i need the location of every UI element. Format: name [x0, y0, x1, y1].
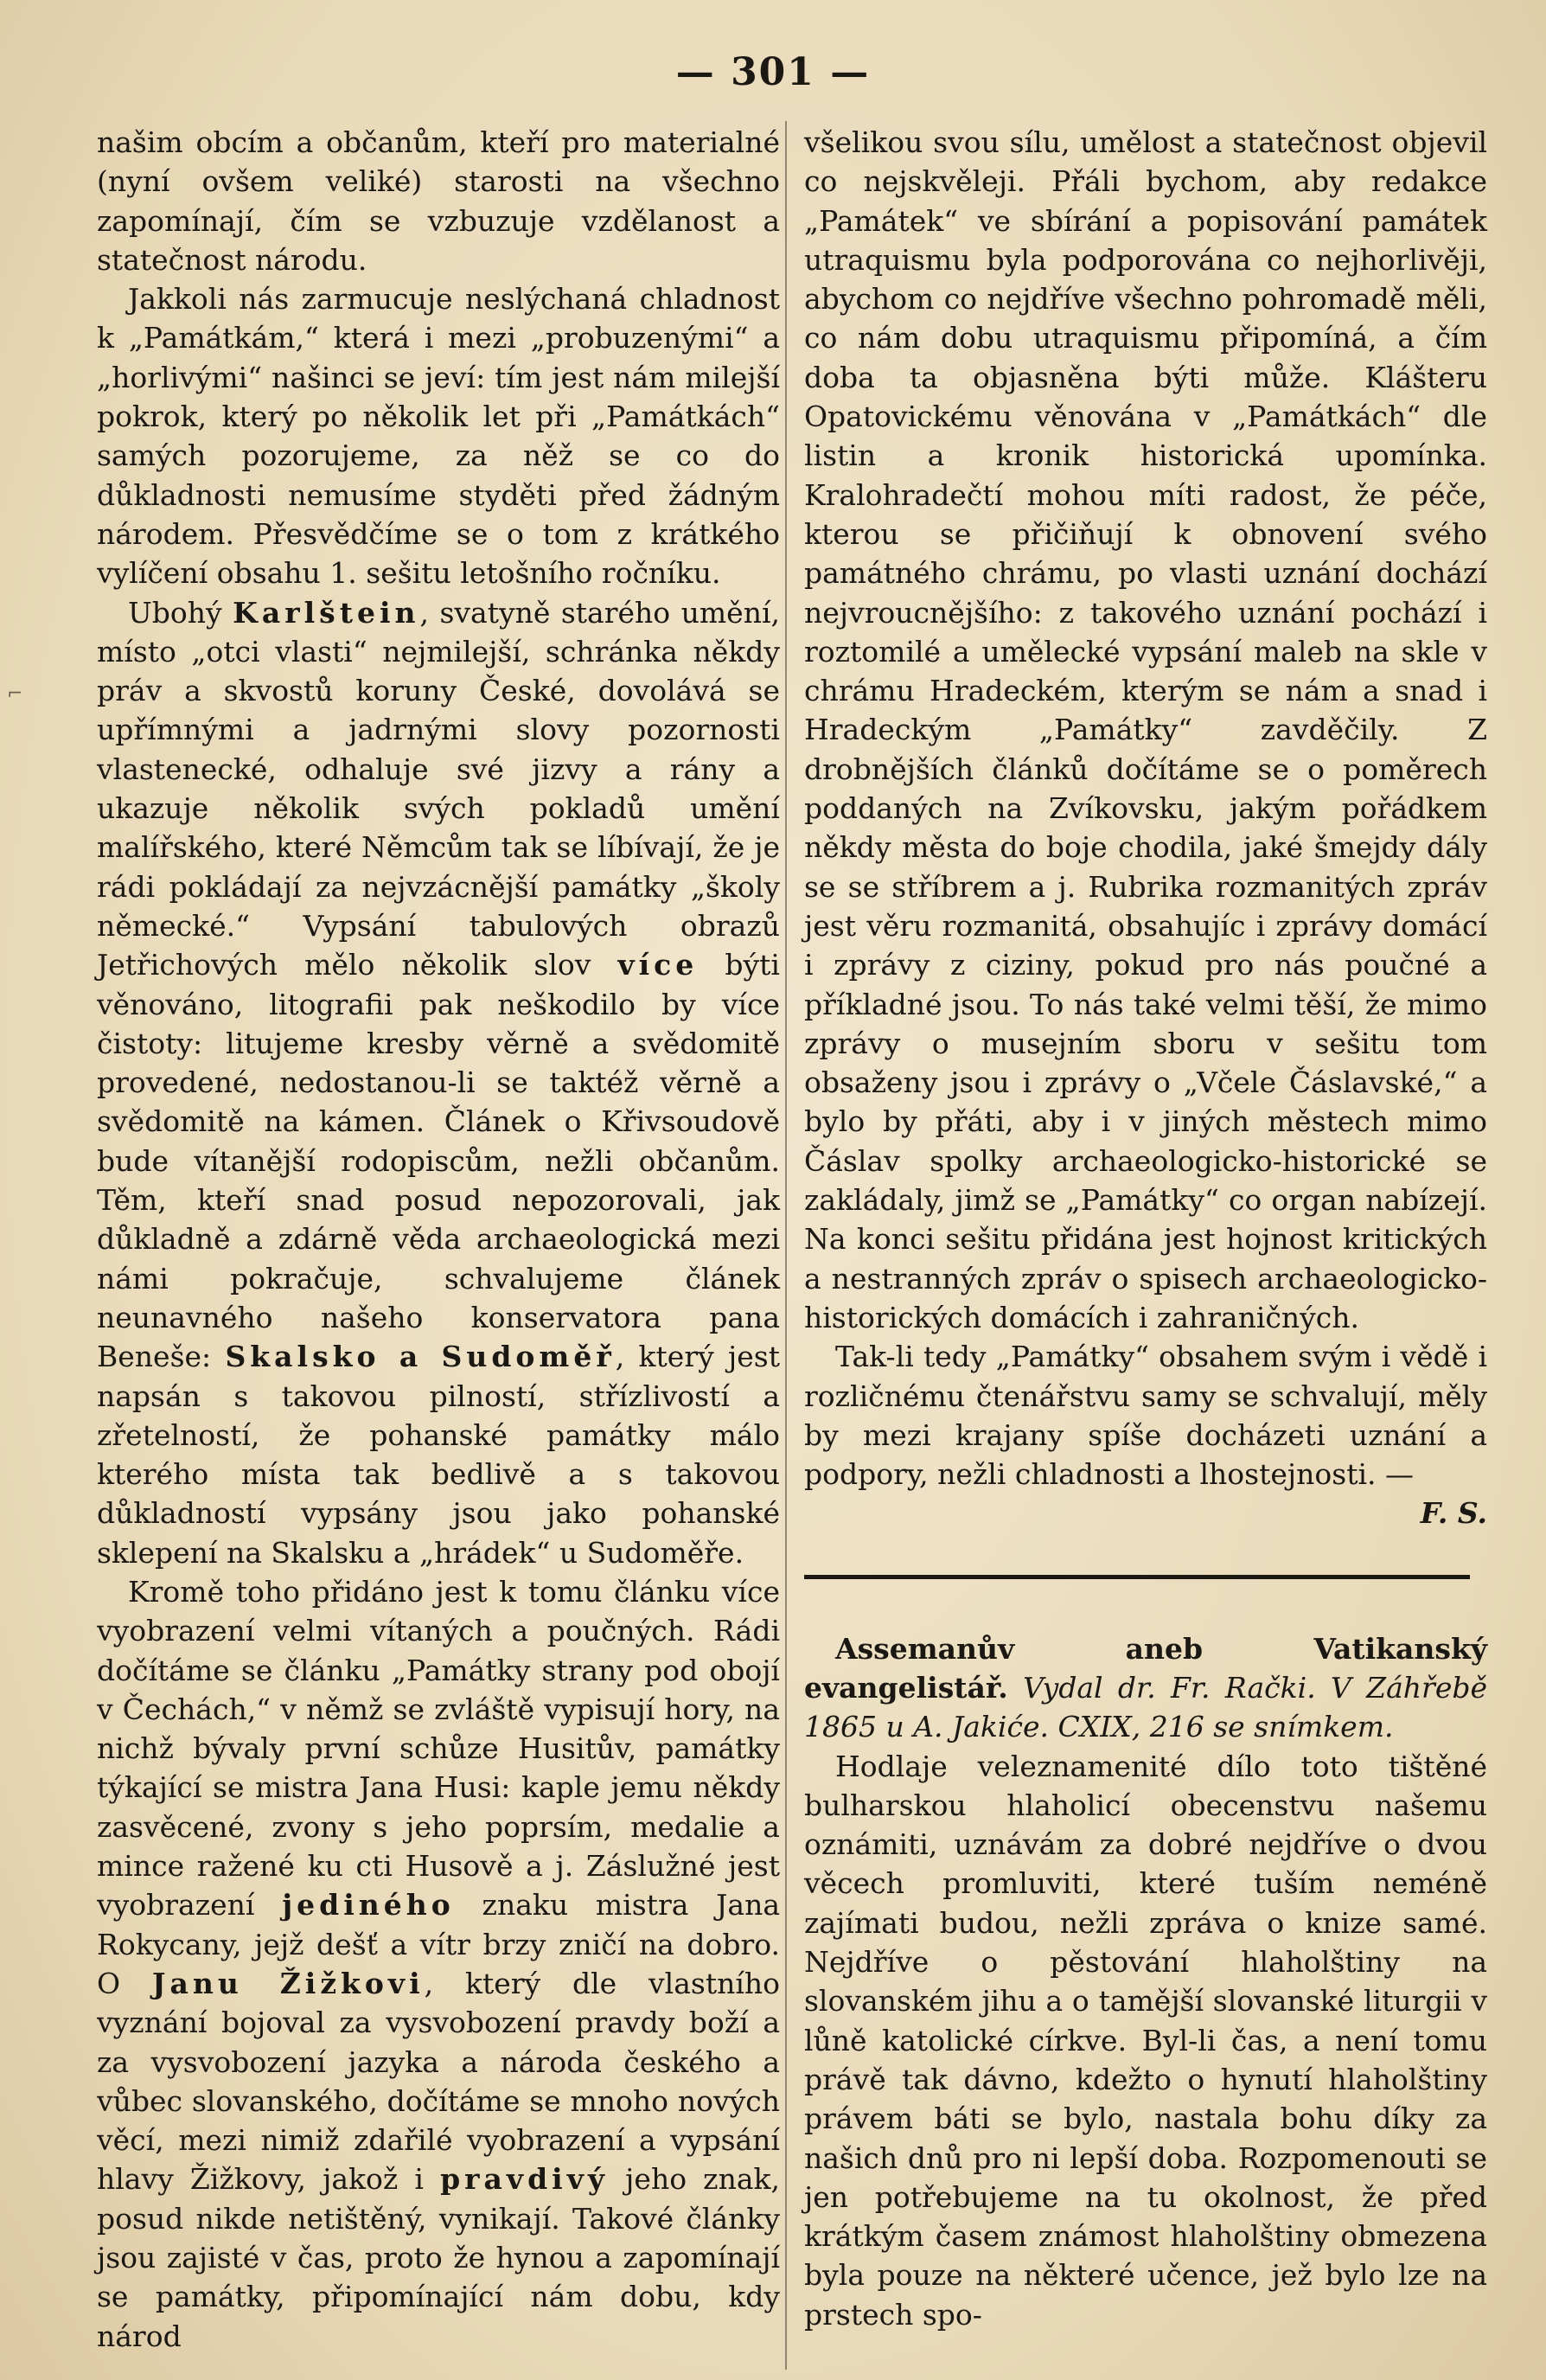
- signature-line: [804, 1494, 1487, 1532]
- text-run: znaku mistra Jana Rokycany, jejž dešť a vítr brzy zničí na dobro. O: [97, 1888, 780, 2000]
- text-run: býti věnováno, litografii pak neškodilo by více čistoty: litujeme kresby věrně a svědomitě provedené, nedostanou-li se taktéž věrně a svědomitě na kámen. Článek o Křivsoudově bude vítanější rodopiscům, nežli občanům. Těm, kteří snad posud nepozorovali, jak důkladně a zdárně věda archaeologická mezi námi pokračuje, schvalujeme článek neunavného našeho konservatora pana Beneše:: [97, 948, 780, 1374]
- paragraph: našim obcím a občanům, kteří pro materialné (nyní ovšem veliké) starosti na všechno zapomínají, čím se vzbuzuje vzdělanost a statečnost národu.: [97, 125, 780, 277]
- article-meta: Vydal dr. Fr. Rački. V Záhřebě 1865 u A. Jakiće. CXIX, 216 se snímkem.: [804, 1670, 1487, 1744]
- review-heading: [804, 1629, 1487, 1747]
- signature: F. S.: [1420, 1496, 1487, 1531]
- paragraph: [97, 593, 780, 1572]
- right-column: [804, 123, 1487, 2334]
- text-run: , svatyně starého umění, místo „otci vlasti“ nejmilejší, schránka někdy práv a skvostů koruny České, dovolává se upřímnými a jadrnými slovy pozornosti vlastenecké, odhaluje své jizvy a rány a ukazuje několik svých pokladů umění malířského, které Němcům tak se líbívají, že je rádi pokládají za nejvzácnější památky „školy německé.“ Vypsání tabulových obrazů Jetřichových mělo několik slov: [97, 595, 780, 982]
- text-run: , který dle vlastního vyznání bojoval za vysvobození pravdy boží a za vysvobození jazyka a národa českého a vůbec slovanského, dočítáme se mnoho nových věcí, mezi nimiž zdařilé vyobrazení a vypsání hlavy Žižkovy, jakož i: [97, 1966, 781, 2197]
- paragraph: Tak-li tedy „Památky“ obsahem svým i vědě i rozličnému čtenářstvu samy se schvalují, měly by mezi krajany spíše docházeti uznání a podpory, nežli chladnosti a lhostejnosti. —: [804, 1340, 1487, 1492]
- paragraph: [97, 1572, 780, 2356]
- spaced-text: pravdivý: [440, 2162, 610, 2197]
- text-run: jeho znak, posud nikde netištěný, vynikají. Takové články jsou zajisté v čas, proto že hynou a zapomínají se památky, připomínající nám dobu, kdy národ: [97, 2162, 780, 2353]
- edge-mark: ⌐: [7, 683, 23, 705]
- page-number: — 301 —: [675, 50, 871, 94]
- article-title: Assemanův aneb Vatikanský evangelistář.: [804, 1631, 1487, 1705]
- spaced-text: Skalsko a Sudoměř: [225, 1340, 616, 1374]
- spaced-text: Janu Žižkovi: [151, 1966, 425, 2000]
- text-run: Kromě toho přidáno jest k tomu článku více vyobrazení velmi vítaných a poučných. Rádi dočítáme se článku „Památky strany pod obojí v Čechách,“ v němž se zvláště vypisují hory, na nichž bývaly první schůze Husitův, památky týkající se mistra Jana Husi: kaple jemu někdy zasvěcené, zvony s jeho poprsím, medalie a mince ražené ku cti Husově a j. Záslužné jest vyobrazení: [97, 1574, 780, 1923]
- spaced-text: jediného: [282, 1888, 455, 1923]
- paragraph: Hodlaje veleznamenité dílo toto tištěné bulharskou hlaholicí obecenstvu našemu oznámiti, uznávám za dobré nejdříve o dvou věcech promluviti, které tuším neméně zajímati budou, nežli zpráva o knize samé. Nejdříve o pěstování hlaholštiny na slovanském jihu a o tamější slovanské liturgii v lůně katolické církve. Byl-li čas, a není tomu právě tak dávno, kdežto o hynutí hlaholštiny právem báti se bylo, nastala bohu díky za našich dnů pro ni lepší doba. Rozpomenouti se jen potřebujeme na tu okolnost, že před krátkým časem známost hlaholštiny obmezena byla pouze na některé učence, jež bylo lze na prstech spo-: [804, 1749, 1487, 2332]
- column-divider: [785, 121, 787, 2370]
- text-run: , který jest napsán s takovou pilností, střízlivostí a zřetelností, že pohanské památky málo kterého místa tak bedlivě a s takovou důkladností vypsány jsou jako pohanské sklepení na Skalsku a „hrádek“ u Sudoměře.: [97, 1340, 780, 1570]
- text-run: Ubohý: [128, 595, 233, 630]
- spaced-text: více: [617, 948, 699, 982]
- spaced-text: Karlštein: [233, 595, 420, 630]
- paragraph: Jakkoli nás zarmucuje neslýchaná chladnost k „Památkám,“ která i mezi „probuzenými“ a „horlivými“ našinci se jeví: tím jest nám milejší pokrok, který po několik let při „Památkách“ samých pozorujeme, za něž se co do důkladnosti nemusíme styděti před žádným národem. Přesvědčíme se o tom z krátkého vylíčení obsahu 1. sešitu letošního ročníku.: [97, 282, 780, 591]
- paragraph: všelikou svou sílu, umělost a statečnost objevil co nejskvěleji. Přáli bychom, aby redakce „Památek“ ve sbírání a popisování památek utraquismu byla podporována co nejhorlivěji, abychom co nejdříve všechno pohromadě měli, co nám dobu utraquismu připomíná, a čím doba ta objasněna býti může. Klášteru Opatovickému věnována v „Památkách“ dle listin a kronik historická upomínka. Kralohradečtí mohou míti radost, že péče, kterou se přičiňují k obnovení svého památného chrámu, po vlasti uznání dochází nejvroucnějšího: z takového uznání pochází i roztomilé a umělecké vypsání maleb na skle v chrámu Hradeckém, kterým se nám a snad i Hradeckým „Památky“ zavděčily. Z drobnějších článků dočítáme se o poměrech poddaných na Zvíkovsku, jakým pořádkem někdy města do boje chodila, jaké šmejdy dály se se stříbrem a j. Rubrika rozmanitých zpráv jest věru rozmanitá, obsahujíc i zprávy domácí i zprávy z ciziny, pokud pro nás poučné a příkladné jsou. To nás také velmi těší, že mimo zprávy o musejním sboru v sešitu tom obsaženy jsou i zprávy o „Včele Čáslavské,“ a bylo by přáti, aby i v jiných městech mimo Čáslav spolky archaeologicko-historické se zakládaly, jimž se „Památky“ co organ nabízejí. Na konci sešitu přidána jest hojnost kritických a nestranných zpráv o spisech archaeologicko-historických domácích i zahraničných.: [804, 125, 1487, 1334]
- left-column: [97, 123, 780, 2356]
- section-rule: [804, 1575, 1470, 1579]
